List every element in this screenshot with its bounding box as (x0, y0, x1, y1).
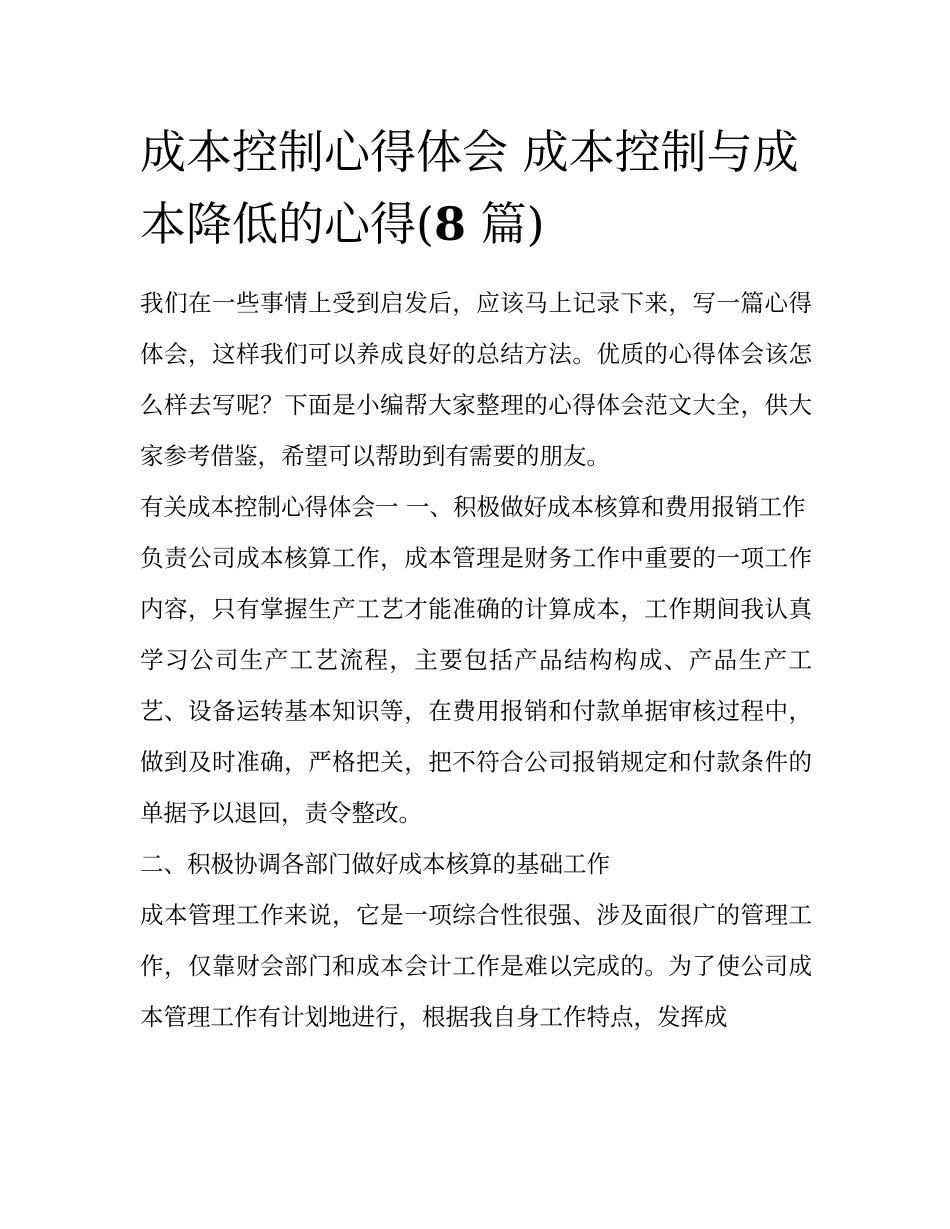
paragraph-cost-accounting: 负责公司成本核算工作，成本管理是财务工作中重要的一项工作内容，只有掌握生产工艺才能准确的计算成本，工作期间我认真学习公司生产工艺流程，主要包括产品结构构成、产品生产工艺、设备运转基本知识等，在费用报销和付款单据审核过程中，做到及时准确，严格把关，把不符合公司报销规定和付款条件的单据予以退回，责令整改。 (140, 544, 812, 827)
document-title (140, 116, 820, 260)
paragraph-section-heading-1: 有关成本控制心得体会一 一、积极做好成本核算和费用报销工作 (140, 493, 806, 521)
paragraph-intro: 我们在一些事情上受到启发后，应该马上记录下来，写一篇心得体会，这样我们可以养成良好的总结方法。优质的心得体会该怎么样去写呢？下面是小编帮大家整理的心得体会范文大全，供大家参考借鉴，希望可以帮助到有需要的朋友。 (140, 289, 812, 470)
title-number: 8 (433, 197, 466, 251)
paragraph-cost-management: 成本管理工作来说，它是一项综合性很强、涉及面很广的管理工作，仅靠财会部门和成本会计工作是难以完成的。为了使公司成本管理工作有计划地进行，根据我自身工作特点，发挥成 (140, 901, 812, 1031)
title-text-part1: 成本控制心得体会 成本控制与成本降低的心得( (140, 125, 799, 251)
paragraph-section-heading-2: 二、积极协调各部门做好成本核算的基础工作 (140, 850, 610, 878)
document-body (140, 278, 812, 1043)
title-text-part2: 篇) (465, 197, 545, 251)
